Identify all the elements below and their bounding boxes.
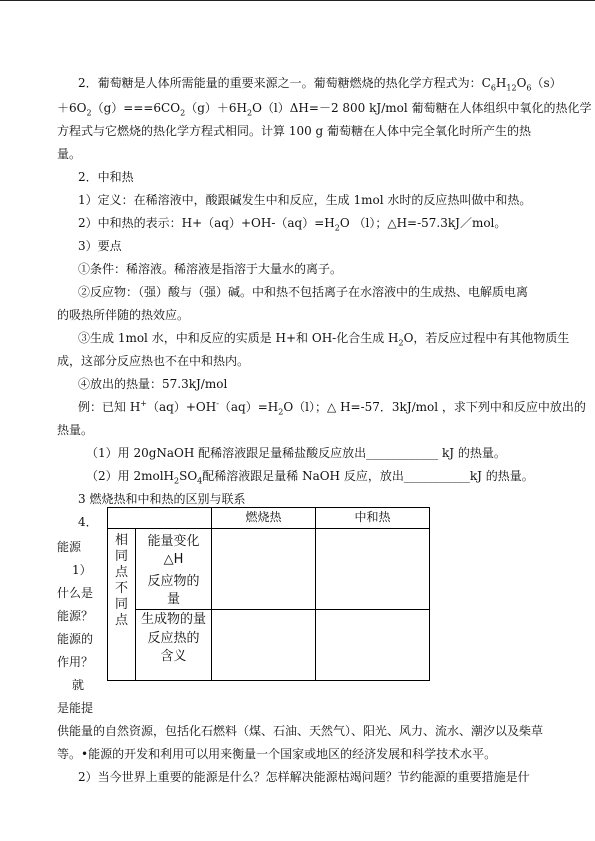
energy-question-2: 2）当今世界上重要的能源是什么？怎样解决能源枯竭问题？节约能源的重要措施是什 <box>78 770 530 784</box>
table-item-product-amount: 生成物的量 <box>136 610 212 631</box>
table-item-reactant-amount: 反应物的 量 <box>136 573 212 610</box>
page-top-border <box>0 0 595 1</box>
table-header-neutralization: 中和热 <box>316 508 430 529</box>
table-cell-combustion-same <box>212 529 316 610</box>
side-text-1: 能源 <box>57 540 82 554</box>
table-item-energy-change: 能量变化 △H <box>136 529 212 574</box>
paragraph-glucose-line1: 2．葡萄糖是人体所需能量的重要来源之一。葡萄糖燃烧的热化学方程式为：$C_6H_{12}O_6(s)$ <box>78 76 562 93</box>
question-2: （2）用 $2molH_2SO_4$配稀溶液跟足量稀 NaOH 反应，放出___________kJ 的热量。 <box>86 469 534 486</box>
table-cell-neutralization-diff <box>316 610 430 681</box>
section-4-number: 4． <box>78 515 98 529</box>
table-item-heat-meaning: 反应热的 含义 <box>136 630 212 681</box>
point-reactants-line2: 的吸热所伴随的热效应。 <box>57 308 190 322</box>
side-text-3: 什么是 <box>57 586 94 600</box>
point-heat-released: ④放出的热量：57.3kJ/mol <box>78 377 228 391</box>
point-condition: ①条件：稀溶液。稀溶液是指溶于大量水的离子。 <box>78 262 343 276</box>
question-1: （1）用 20gNaOH 配稀溶液跟足量稀盐酸反应放出____________ kJ 的热量。 <box>86 446 506 460</box>
point-water-line2: 成，这部分反应热也不在中和热内。 <box>57 354 250 368</box>
heading-comparison: 3 燃烧热和中和热的区别与联系 <box>78 492 246 506</box>
definition-line: 1）定义：在稀溶液中，酸跟碱发生中和反应，生成 1mol 水时的反应热叫做中和热。 <box>78 193 532 207</box>
paragraph-glucose-line4: 量。 <box>57 147 82 161</box>
energy-paragraph-line1: 供能量的自然资源，包括化石燃料（煤、石油、天然气）、阳光、风力、流水、潮汐以及柴草 <box>57 724 544 738</box>
side-text-4: 能源？ <box>57 609 94 623</box>
side-text-5: 能源的 <box>57 632 94 646</box>
side-text-8: 是能提 <box>57 701 94 715</box>
heading-neutralization-heat: 2．中和热 <box>78 170 134 184</box>
paragraph-glucose-line3: 方程式与它燃烧的热化学方程式相同。计算 100 g 葡萄糖在人体中完全氧化时所产生的热 <box>57 124 532 138</box>
side-text-6: 作用？ <box>57 655 94 669</box>
point-water-line1: ③生成 1mol 水，中和反应的实质是 H+和 OH-化合生成 $H_2O$，若反应过程中有其他物质生 <box>78 331 570 348</box>
energy-paragraph-line2: 等。•能源的开发和利用可以用来衡量一个国家或地区的经济发展和科学技术水平。 <box>57 747 497 761</box>
comparison-table <box>107 507 430 681</box>
side-text-2: 1） <box>72 563 92 577</box>
table-cell-neutralization-same <box>316 529 430 610</box>
representation-line: 2）中和热的表示：$H+(aq)+OH-(aq)=H_2O$ （l）；△H=-57.3kJ／mol。 <box>78 216 507 233</box>
table-cell-combustion-diff <box>212 610 316 681</box>
table-corner-cell <box>108 508 212 529</box>
table-header-combustion: 燃烧热 <box>212 508 316 529</box>
point-reactants-line1: ②反应物：（强）酸与（强）碱。中和热不包括离子在水溶液中的生成热、电解质电离 <box>78 285 529 299</box>
example-line1: 例：已知 $H^+(aq)+OH^-(aq)=H_2O(l)$；△ H=-57．3kJ/mol ，求下列中和反应中放出的 <box>78 399 586 417</box>
table-row-label: 相 同 点 不 同 点 <box>108 529 136 681</box>
example-line2: 热量。 <box>57 423 94 437</box>
key-points-heading: 3）要点 <box>78 239 122 253</box>
paragraph-glucose-line2: $+6O_2(g)===6CO_2(g)+6H_2O(l)\Delta H=-2$ 800 kJ/mol 葡萄糖在人体组织中氧化的热化学 <box>57 101 592 118</box>
side-text-7: 就 <box>72 678 85 692</box>
